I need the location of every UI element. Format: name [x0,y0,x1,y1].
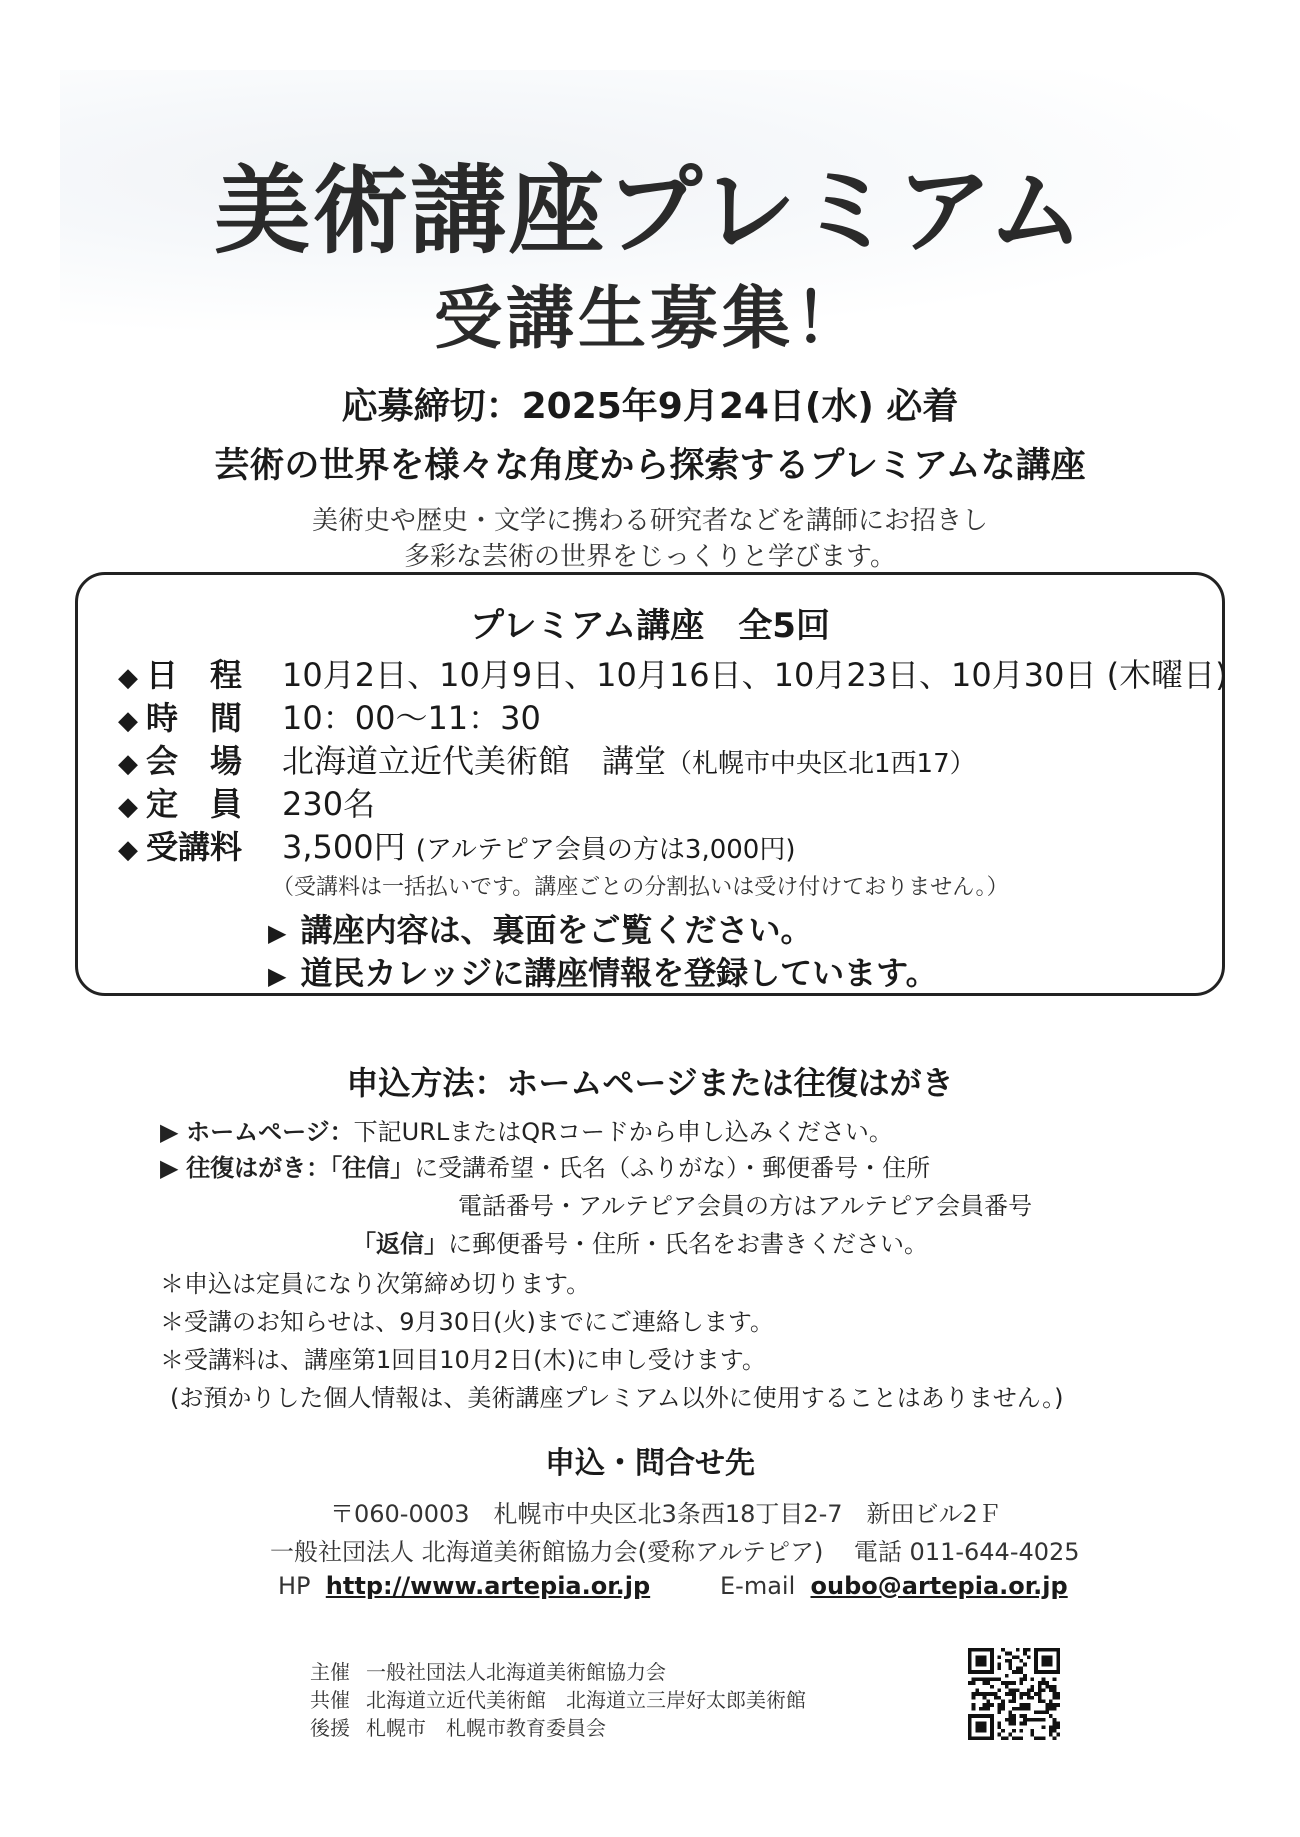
qr-module [1056,1696,1060,1700]
qr-module [1053,1692,1057,1696]
pointer-line [268,905,812,951]
contact-phone: 電話 011-644-4025 [853,1538,1080,1566]
support-line [310,1712,606,1741]
qr-module [1031,1696,1035,1700]
qr-module [1023,1718,1027,1722]
qr-module [1042,1736,1046,1740]
qr-module [1008,1681,1012,1685]
qr-module [986,1692,990,1696]
qr-module [1049,1729,1053,1733]
qr-module [1005,1674,1009,1678]
qr-module [997,1696,1001,1700]
qr-module [1053,1707,1057,1711]
qr-module [1027,1703,1031,1707]
qr-module [1053,1688,1057,1692]
qr-module [1023,1663,1027,1667]
qr-module [1031,1733,1035,1737]
qr-module [1027,1688,1031,1692]
qr-module [1042,1655,1053,1666]
email-contact [720,1572,1068,1600]
qr-module [1031,1677,1035,1681]
qr-module [1023,1692,1027,1696]
qr-module [1020,1696,1024,1700]
row-note: (アルテピア会員の方は3,000円) [415,835,796,865]
qr-module [994,1677,998,1681]
qr-module [986,1681,990,1685]
qr-module [1008,1659,1012,1663]
tagline: 芸術の世界を様々な角度から探索するプレミアムな講座 [214,446,1086,486]
qr-module [1005,1681,1009,1685]
qr-module [975,1688,979,1692]
qr-module [1053,1729,1057,1733]
qr-module [1020,1703,1024,1707]
qr-module [975,1722,986,1733]
qr-module [1049,1707,1053,1711]
qr-module [975,1677,979,1681]
qr-module [968,1681,972,1685]
postcard-reply-line [352,1224,928,1259]
qr-module [986,1707,990,1711]
sponsor-line [310,1656,666,1685]
qr-module [979,1677,983,1681]
qr-module [1038,1711,1042,1715]
row-note: （札幌市中央区北1西17） [666,749,976,779]
email-link[interactable]: oubo@artepia.or.jp [810,1572,1068,1600]
contact-heading: 申込・問合せ先 [545,1446,755,1481]
qr-module [1038,1681,1042,1685]
sponsor-value: 北海道立近代美術館 北海道立三岸好太郎美術館 [366,1688,806,1712]
qr-module [1045,1681,1049,1685]
qr-module [997,1725,1001,1729]
qr-module [1008,1652,1012,1656]
qr-module [1008,1688,1012,1692]
qr-module [1001,1681,1005,1685]
fee-note: （受講料は一括払いです。講座ごとの分割払いは受け付けておりません。） [272,875,1009,900]
qr-module [983,1703,987,1707]
diamond-bullet-icon: ◆ [118,792,138,822]
qr-module [1049,1685,1053,1689]
qr-module [1053,1736,1057,1740]
qr-module [1056,1733,1060,1737]
qr-module [1053,1722,1057,1726]
qr-module [1045,1707,1049,1711]
qr-module [1053,1685,1057,1689]
qr-module [1053,1677,1057,1681]
qr-module [1023,1648,1027,1652]
qr-module [1023,1652,1027,1656]
qr-module [1038,1700,1042,1704]
row-value: 3,500円 [282,828,406,866]
qr-module [1056,1722,1060,1726]
qr-module [1005,1685,1009,1689]
qr-module [1053,1718,1057,1722]
qr-module [1034,1736,1038,1740]
qr-module [1038,1685,1042,1689]
qr-module [1012,1718,1016,1722]
reply-label: 「返信」 [352,1230,448,1258]
qr-module [1020,1659,1024,1663]
homepage-text: 下記URLまたはQRコードから申し込みください。 [353,1118,893,1146]
qr-module [1001,1707,1005,1711]
homepage-link[interactable]: http://www.artepia.or.jp [325,1572,651,1600]
qr-module [1027,1718,1031,1722]
qr-module [1023,1674,1027,1678]
qr-module [997,1666,1001,1670]
sub-title: 受講生募集！ [433,280,866,359]
pointer-text: 講座内容は、裏面をご覧ください。 [300,911,813,949]
qr-module [1049,1700,1053,1704]
application-heading: 申込方法：ホームページまたは往復はがき [346,1064,954,1102]
qr-module [1012,1736,1016,1740]
qr-module [972,1696,976,1700]
qr-module [1020,1707,1024,1711]
qr-module [975,1655,986,1666]
qr-module [1012,1692,1016,1696]
row-label: 定 員 [146,785,243,823]
qr-module [997,1655,1001,1659]
qr-module [1023,1703,1027,1707]
qr-module [1023,1677,1027,1681]
application-note: ＊受講のお知らせは、9月30日(火)までにご連絡します。 [160,1308,774,1336]
capacity-row [118,784,375,824]
reply-text: に郵便番号・住所・氏名をお書きください。 [448,1230,928,1258]
qr-module [1016,1736,1020,1740]
qr-module [983,1677,987,1681]
email-label: E-mail [720,1572,796,1600]
qr-module [997,1688,1001,1692]
qr-module [1056,1692,1060,1696]
qr-module [1023,1707,1027,1711]
row-label: 受講料 [146,828,243,866]
qr-module [1012,1700,1016,1704]
main-title: 美術講座プレミアム [214,155,1086,267]
qr-module [990,1703,994,1707]
outgoing-text: に受講希望・氏名（ふりがな）・郵便番号・住所 [414,1154,931,1182]
qr-module [1008,1692,1012,1696]
hp-label: HP [278,1572,311,1600]
qr-module [1016,1670,1020,1674]
qr-module [1042,1677,1046,1681]
qr-module [1031,1685,1035,1689]
qr-module [1049,1733,1053,1737]
qr-module [1020,1681,1024,1685]
qr-module [983,1692,987,1696]
qr-module [1049,1688,1053,1692]
triangle-right-icon: ▶ [160,1154,179,1182]
qr-module [1038,1692,1042,1696]
row-value: 10月2日、10月9日、10月16日、10月23日、10月30日 (木曜日) [282,656,1228,694]
intro-line-1: 美術史や歴史・文学に携わる研究者などを講師にお招きし [311,506,988,536]
qr-module [1031,1688,1035,1692]
pointer-text: 道民カレッジに講座情報を登録しています。 [300,954,938,992]
qr-module [1049,1703,1053,1707]
row-value: 230名 [282,785,376,823]
qr-module [1005,1718,1009,1722]
qr-module [975,1692,979,1696]
postcard-label: 往復はがき： [186,1154,331,1182]
qr-module [1020,1692,1024,1696]
qr-module [972,1703,976,1707]
triangle-right-icon: ▶ [268,962,287,990]
qr-module [994,1696,998,1700]
qr-module [1001,1729,1005,1733]
qr-module [1001,1648,1005,1652]
contact-organization [270,1532,1080,1567]
qr-module [983,1681,987,1685]
qr-module [1027,1648,1031,1652]
qr-module [1042,1681,1046,1685]
venue-row [118,741,976,781]
qr-module [972,1707,976,1711]
qr-module [990,1677,994,1681]
fee-row [118,827,795,867]
qr-module [997,1663,1001,1667]
qr-module [1012,1681,1016,1685]
qr-module [1056,1703,1060,1707]
qr-module [1053,1696,1057,1700]
qr-module [1008,1733,1012,1737]
qr-module [1038,1688,1042,1692]
qr-module [1042,1718,1046,1722]
schedule-row [118,655,1228,695]
qr-module [1008,1714,1012,1718]
qr-module [1020,1722,1024,1726]
qr-module [1049,1725,1053,1729]
qr-module [990,1685,994,1689]
qr-module [986,1677,990,1681]
diamond-bullet-icon: ◆ [118,749,138,779]
qr-module [1008,1718,1012,1722]
row-label: 時 間 [146,699,243,737]
qr-module [1023,1722,1027,1726]
qr-module [997,1707,1001,1711]
postcard-apply-line [160,1148,930,1183]
qr-module [979,1707,983,1711]
sponsor-label: 共催 [310,1688,350,1712]
qr-module [1045,1685,1049,1689]
qr-module [990,1692,994,1696]
sponsor-label: 主催 [310,1660,350,1684]
diamond-bullet-icon: ◆ [118,663,138,693]
pointer-line [268,948,938,994]
qr-module [1005,1659,1009,1663]
qr-module [1016,1666,1020,1670]
qr-module [1012,1655,1016,1659]
qr-module [1001,1700,1005,1704]
qr-module [1020,1729,1024,1733]
qr-module [1056,1725,1060,1729]
qr-module [1031,1718,1035,1722]
qr-module [1042,1725,1046,1729]
contact-address: 〒060-0003 札幌市中央区北3条西18丁目2-7 新田ビル2Ｆ [330,1500,1002,1528]
qr-module [1027,1655,1031,1659]
qr-module [997,1677,1001,1681]
organization-name: 一般社団法人 北海道美術館協力会(愛称アルテピア) [270,1538,824,1566]
qr-module [1020,1714,1024,1718]
qr-module [1020,1666,1024,1670]
triangle-right-icon: ▶ [268,919,287,947]
qr-module [1020,1736,1024,1740]
qr-module [997,1711,1001,1715]
qr-module [1008,1711,1012,1715]
qr-module [972,1692,976,1696]
qr-module [1012,1722,1016,1726]
row-label: 日 程 [146,656,243,694]
qr-module [979,1692,983,1696]
homepage-contact [278,1572,650,1600]
outgoing-label: 「往信」 [330,1154,415,1182]
qr-module [972,1681,976,1685]
diamond-bullet-icon: ◆ [118,706,138,736]
qr-module [1042,1711,1046,1715]
homepage-apply-line [160,1112,893,1147]
qr-module [1008,1722,1012,1726]
qr-module [1020,1670,1024,1674]
qr-module [1045,1711,1049,1715]
qr-module [1001,1703,1005,1707]
qr-module [1031,1729,1035,1733]
qr-module [1027,1696,1031,1700]
diamond-bullet-icon: ◆ [118,835,138,865]
qr-module [1016,1648,1020,1652]
sponsor-value: 一般社団法人北海道美術館協力会 [366,1660,666,1684]
qr-module [1008,1666,1012,1670]
sponsor-value: 札幌市 札幌市教育委員会 [366,1716,606,1740]
qr-module [972,1677,976,1681]
qr-module [1012,1714,1016,1718]
deadline: 応募締切：2025年9月24日(水) 必着 [341,386,959,427]
row-value: 北海道立近代美術館 講堂 [282,742,667,780]
qr-module [1012,1696,1016,1700]
qr-module [986,1703,990,1707]
qr-module [994,1692,998,1696]
qr-module [997,1733,1001,1737]
qr-module [1005,1692,1009,1696]
qr-module [1016,1655,1020,1659]
qr-module [1053,1725,1057,1729]
qr-module [983,1696,987,1700]
qr-module [1027,1707,1031,1711]
qr-module [983,1707,987,1711]
qr-module [1008,1663,1012,1667]
qr-module [1027,1692,1031,1696]
qr-module [1042,1688,1046,1692]
qr-module [1016,1707,1020,1711]
sponsor-label: 後援 [310,1716,350,1740]
cosponsor-line [310,1684,806,1713]
qr-module [1005,1736,1009,1740]
postcard-apply-line-2: 電話番号・アルテピア会員の方はアルテピア会員番号 [458,1192,1033,1220]
qr-module [1038,1696,1042,1700]
qr-module [1053,1703,1057,1707]
qr-module [997,1703,1001,1707]
application-note: ＊申込は定員になり次第締め切ります。 [160,1270,591,1298]
privacy-note: (お預かりした個人情報は、美術講座プレミアム以外に使用することはありません。) [170,1384,1064,1412]
qr-module [1023,1714,1027,1718]
intro-line-2: 多彩な芸術の世界をじっくりと学びます。 [404,542,896,572]
qr-module [1012,1688,1016,1692]
qr-module [1020,1677,1024,1681]
homepage-label: ホームページ： [186,1118,354,1146]
course-box-title: プレミアム講座 全5回 [470,606,830,646]
qr-module [1042,1700,1046,1704]
qr-module [1034,1718,1038,1722]
application-note: ＊受講料は、講座第1回目10月2日(木)に申し受けます。 [160,1346,766,1374]
qr-module [1012,1729,1016,1733]
triangle-right-icon: ▶ [160,1118,179,1146]
qr-module [1005,1652,1009,1656]
qr-module [1049,1714,1053,1718]
row-label: 会 場 [146,742,243,780]
qr-module [1038,1736,1042,1740]
qr-module [997,1722,1001,1726]
qr-module [1045,1703,1049,1707]
qr-code-icon[interactable] [968,1648,1060,1740]
qr-module [1008,1700,1012,1704]
qr-module [1001,1736,1005,1740]
time-row [118,698,541,738]
qr-module [1034,1711,1038,1715]
qr-module [1012,1707,1016,1711]
qr-module [1038,1718,1042,1722]
qr-module [1034,1692,1038,1696]
row-value: 10：00〜11：30 [282,699,541,737]
qr-module [986,1700,990,1704]
qr-module [1016,1688,1020,1692]
qr-module [1012,1670,1016,1674]
